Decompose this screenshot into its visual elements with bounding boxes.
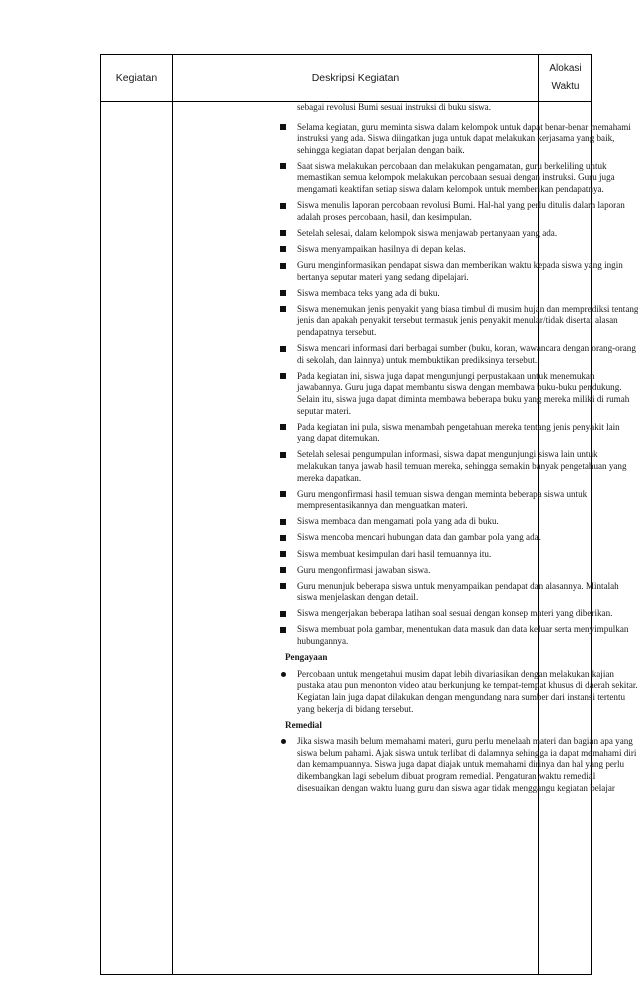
remedial-title: Remedial [285,719,322,730]
list-item [273,422,638,445]
square-bullet-icon [280,346,286,352]
header-alokasi-line2: Waktu [551,81,580,92]
square-bullet-icon [280,491,286,497]
list-item [273,122,638,157]
square-bullet-icon [280,290,286,296]
list-item [273,669,638,715]
square-bullet-icon [280,230,286,236]
list-item [273,200,638,223]
square-bullet-icon [280,583,286,589]
square-bullet-icon [280,519,286,525]
list-item-text: Setelah selesai, dalam kelompok siswa menjawab pertanyaan yang ada. [297,227,558,238]
list-item [273,608,638,620]
lesson-activity-table [100,54,638,975]
column-divider-left [172,55,173,974]
list-item-text: Siswa membaca dan mengamati pola yang ada di buku. [297,516,499,527]
list-item-text: Siswa membuat kesimpulan dari hasil temuannya itu. [297,548,492,559]
square-bullet-icon [280,124,286,130]
list-item [273,260,638,283]
list-item [273,489,638,512]
list-item [273,371,638,417]
continuation-line: sebagai revolusi Bumi sesuai instruksi di buku siswa. [297,102,491,112]
list-item-text: Siswa membaca teks yang ada di buku. [297,287,440,298]
list-item [273,581,638,604]
list-item-text: Siswa menulis laporan percobaan revolusi Bumi. Hal-hal yang perlu ditulis dalam laporan adalah proses percobaan, hasil, dan kesimpulan. [297,200,625,222]
header-kegiatan: Kegiatan [115,72,158,84]
square-bullet-icon [280,567,286,573]
round-bullet-icon [281,672,286,677]
list-item [273,516,638,528]
square-bullet-icon [280,551,286,557]
list-item-text: Guru mengonfirmasi hasil temuan siswa dengan meminta beberapa siswa untuk mempresentasikannya dan menguatkan materi. [297,488,588,511]
list-item-text: Siswa mencoba mencari hubungan data dan gambar pola yang ada. [297,532,541,543]
list-item [273,449,638,484]
header-alokasi-line1: Alokasi [549,63,582,74]
square-bullet-icon [280,203,286,209]
square-bullet-icon [280,246,286,252]
list-item-text: Setelah selesai pengumpulan informasi, siswa dapat mengunjungi siswa lain untuk melakukan tanya jawab hasil temuan mereka, sehingga semakin banyak pengetahuan yang mereka dapatkan. [297,449,627,483]
header-alokasi-waktu [539,55,592,101]
list-item-text: Guru menginformasikan pendapat siswa dan memberikan waktu kepada siswa yang ingin bertanya seputar materi yang sedang dipelajari. [297,260,623,282]
list-item-text: Pada kegiatan ini pula, siswa menambah pengetahuan mereka tentang jenis penyakit lain yang dapat ditemukan. [297,421,620,444]
list-item [273,736,638,794]
square-bullet-icon [280,263,286,269]
list-item [273,161,638,196]
square-bullet-icon [280,452,286,458]
list-item [273,304,638,339]
list-item [273,288,638,300]
activity-bullet-list [273,122,638,648]
header-deskripsi-kegiatan: Deskripsi Kegiatan [311,72,400,84]
list-item-text: Saat siswa melakukan percobaan dan melakukan pengamatan, guru berkeliling untuk memastikan semua kelompok melakukan percobaan sesuai dengan instruksi. Guru juga mengamati keaktifan setiap siswa dalam kelompok untuk memberikan pendapatnya. [297,160,615,195]
list-item-text: Siswa mencari informasi dari berbagai sumber (buku, koran, wawancara dengan orang-orang di sekolah, dan lainnya) untuk membuktikan prediksinya tersebut. [297,343,636,365]
list-item-text: Guru mengonfirmasi jawaban siswa. [297,564,431,575]
square-bullet-icon [280,611,286,617]
remedial-list [273,736,638,794]
list-item-text: Pada kegiatan ini, siswa juga dapat mengunjungi perpustakaan untuk menemukan jawabannya. Guru juga dapat membantu siswa dengan membawa buku-buku pendukung. Selain itu, siswa juga dapat diminta membawa beberapa buku yang mereka miliki di rumah seputar materi. [297,370,630,416]
square-bullet-icon [280,373,286,379]
square-bullet-icon [280,535,286,541]
square-bullet-icon [280,627,286,633]
list-item [273,532,638,544]
list-item-text: Guru menunjuk beberapa siswa untuk menyampaikan pendapat dan alasannya. Mintalah siswa menjelaskan dengan detail. [297,580,619,603]
list-item-text: Siswa menyampaikan hasilnya di depan kelas. [297,243,466,254]
round-bullet-icon [281,739,286,744]
list-item-text: Jika siswa masih belum memahami materi, guru perlu menelaah materi dan bagian apa yang siswa belum pahami. Ajak siswa untuk terlibat di dalamnya sehingga ia dapat memahami diri dan kemampuannya. Siswa juga dapat diajak untuk memahami dirinya dan hal yang perlu dikembangkan lagi sebelum dibuat program remedial. Pengaturan waktu remedial disesuaikan dengan waktu luang guru dan siswa agar tidak menggangu kegiatan belajar [297,736,637,793]
square-bullet-icon [280,163,286,169]
list-item [273,228,638,240]
list-item [273,343,638,366]
list-item [273,244,638,256]
square-bullet-icon [280,306,286,312]
list-item-text: Siswa menemukan jenis penyakit yang biasa timbul di musim hujan dan memprediksi tentang jenis dan apakah penyakit tersebut termasuk jenis penyakit menular/tidak disertai alasan pendapatnya tersebut. [297,303,638,337]
list-item-text: Siswa mengerjakan beberapa latihan soal sesuai dengan konsep materi yang diberikan. [297,608,613,619]
list-item-text: Percobaan untuk mengetahui musim dapat lebih divariasikan dengan melakukan kajian pustaka atau pun menonton video atau berkunjung ke tempat-tempat khusus di daerah sekitar. Kegiatan lain juga dapat dilakukan dengan mengundang nara sumber dari instansi tertentu yang bekerja di bidang tersebut. [297,668,638,714]
pengayaan-list [273,669,638,715]
list-item-text: Siswa membuat pola gambar, menentukan data masuk dan data keluar serta menyimpulkan hubungannya. [297,624,629,647]
list-item-text: Selama kegiatan, guru meminta siswa dalam kelompok untuk dapat benar-benar memahami instruksi yang ada. Siswa diingatkan juga untuk dapat melakukan kerjasama yang baik, sehingga kegiatan dapat berjalan dengan baik. [297,121,631,155]
activity-description [273,102,638,799]
list-item [273,565,638,577]
square-bullet-icon [280,424,286,430]
list-item [273,624,638,647]
pengayaan-title: Pengayaan [285,652,328,663]
list-item [273,549,638,561]
